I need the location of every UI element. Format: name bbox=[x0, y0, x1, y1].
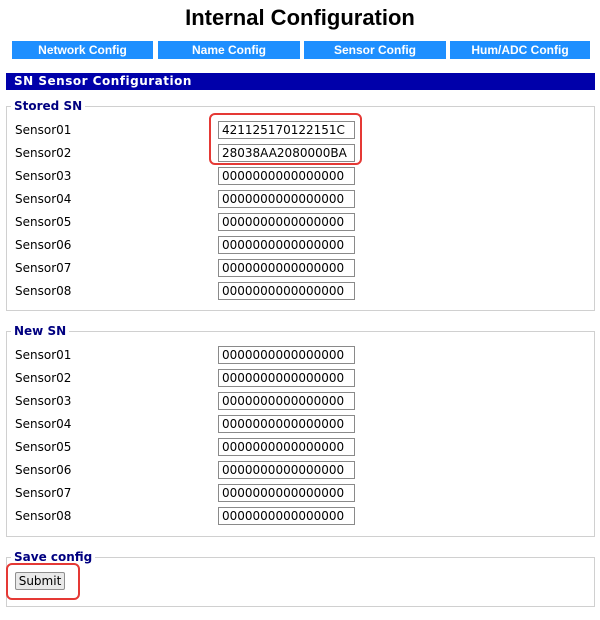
stored-sensor06-input[interactable] bbox=[218, 236, 355, 254]
stored-row-sensor02 bbox=[7, 144, 594, 162]
stored-sensor03-input[interactable] bbox=[218, 167, 355, 185]
save-config-fieldset bbox=[6, 550, 595, 607]
new-sensor07-label: Sensor07 bbox=[15, 486, 72, 500]
stored-sn-legend: Stored SN bbox=[11, 99, 85, 113]
stored-sensor07-label: Sensor07 bbox=[15, 261, 72, 275]
stored-sensor08-input[interactable] bbox=[218, 282, 355, 300]
stored-row-sensor03 bbox=[7, 167, 594, 185]
new-sensor05-label: Sensor05 bbox=[15, 440, 72, 454]
stored-row-sensor06 bbox=[7, 236, 594, 254]
stored-sensor07-input[interactable] bbox=[218, 259, 355, 277]
stored-sensor05-input[interactable] bbox=[218, 213, 355, 231]
new-sensor06-input[interactable] bbox=[218, 461, 355, 479]
tab-name-config[interactable]: Name Config bbox=[158, 41, 300, 59]
new-row-sensor05 bbox=[7, 438, 594, 456]
stored-sensor04-input[interactable] bbox=[218, 190, 355, 208]
new-row-sensor08 bbox=[7, 507, 594, 525]
new-sensor01-label: Sensor01 bbox=[15, 348, 72, 362]
stored-sensor01-label: Sensor01 bbox=[15, 123, 72, 137]
nav-tabs bbox=[12, 41, 590, 59]
new-sensor02-label: Sensor02 bbox=[15, 371, 72, 385]
save-config-legend: Save config bbox=[11, 550, 95, 564]
new-sensor07-input[interactable] bbox=[218, 484, 355, 502]
tab-network-config[interactable]: Network Config bbox=[12, 41, 153, 59]
stored-sensor03-label: Sensor03 bbox=[15, 169, 72, 183]
new-sensor02-input[interactable] bbox=[218, 369, 355, 387]
stored-sensor02-label: Sensor02 bbox=[15, 146, 72, 160]
tab-sensor-config[interactable]: Sensor Config bbox=[304, 41, 446, 59]
new-sensor01-input[interactable] bbox=[218, 346, 355, 364]
stored-sensor01-input[interactable] bbox=[218, 121, 355, 139]
new-row-sensor01 bbox=[7, 346, 594, 364]
stored-sensor04-label: Sensor04 bbox=[15, 192, 72, 206]
new-sensor03-label: Sensor03 bbox=[15, 394, 72, 408]
new-row-sensor07 bbox=[7, 484, 594, 502]
stored-row-sensor01 bbox=[7, 121, 594, 139]
new-sensor04-label: Sensor04 bbox=[15, 417, 72, 431]
stored-row-sensor05 bbox=[7, 213, 594, 231]
new-row-sensor06 bbox=[7, 461, 594, 479]
new-row-sensor04 bbox=[7, 415, 594, 433]
section-header: SN Sensor Configuration bbox=[6, 73, 595, 90]
tab-hum-adc-config[interactable]: Hum/ADC Config bbox=[450, 41, 590, 59]
stored-row-sensor04 bbox=[7, 190, 594, 208]
new-sensor08-label: Sensor08 bbox=[15, 509, 72, 523]
new-sn-fieldset bbox=[6, 324, 595, 537]
stored-row-sensor08 bbox=[7, 282, 594, 300]
stored-row-sensor07 bbox=[7, 259, 594, 277]
stored-sensor02-input[interactable] bbox=[218, 144, 355, 162]
stored-sensor05-label: Sensor05 bbox=[15, 215, 72, 229]
stored-sensor06-label: Sensor06 bbox=[15, 238, 72, 252]
new-sensor08-input[interactable] bbox=[218, 507, 355, 525]
new-sensor04-input[interactable] bbox=[218, 415, 355, 433]
submit-button[interactable]: Submit bbox=[15, 572, 65, 590]
new-row-sensor03 bbox=[7, 392, 594, 410]
stored-sensor08-label: Sensor08 bbox=[15, 284, 72, 298]
stored-sn-fieldset bbox=[6, 99, 595, 311]
new-sensor06-label: Sensor06 bbox=[15, 463, 72, 477]
page-title: Internal Configuration bbox=[185, 5, 415, 30]
new-sensor05-input[interactable] bbox=[218, 438, 355, 456]
new-sensor03-input[interactable] bbox=[218, 392, 355, 410]
new-row-sensor02 bbox=[7, 369, 594, 387]
new-sn-legend: New SN bbox=[11, 324, 69, 338]
